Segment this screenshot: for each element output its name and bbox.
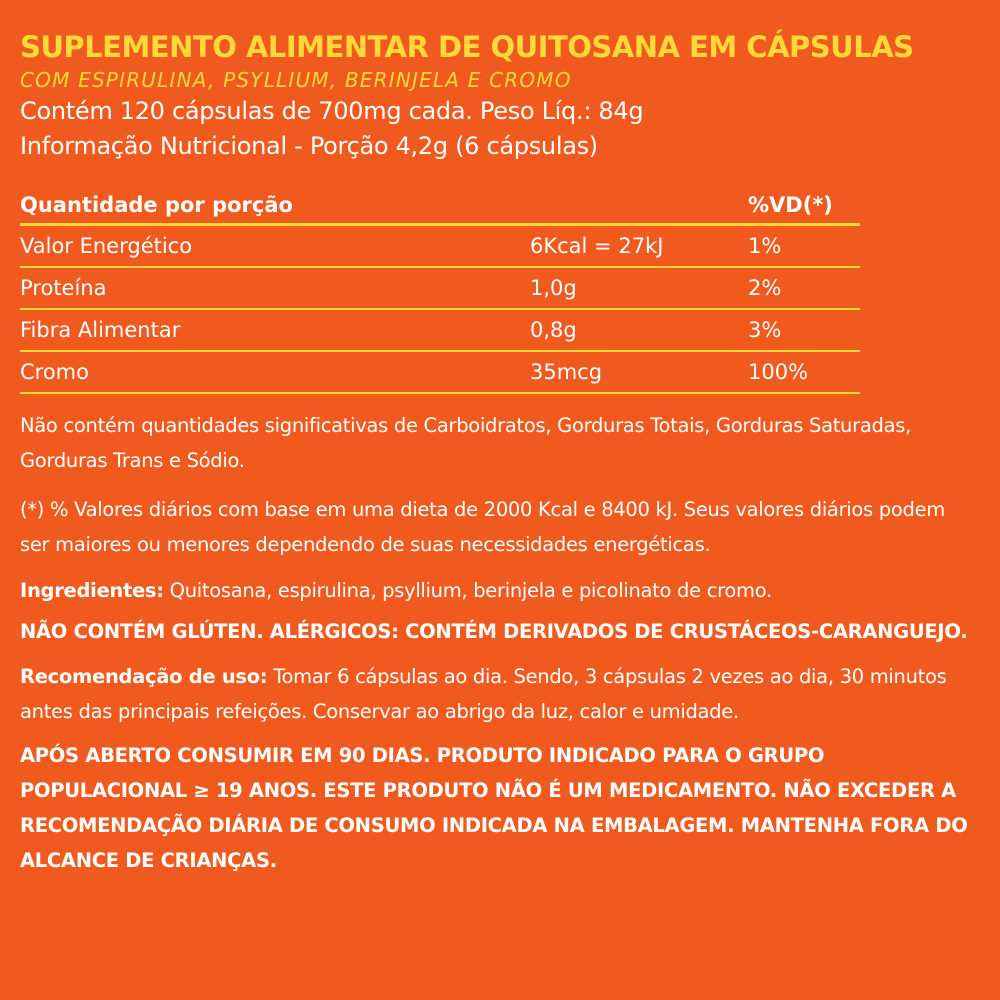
row-amount: 35mcg [530,360,603,384]
contents-line: Contém 120 cápsulas de 700mg cada. Peso Líq.: 84g [20,97,644,125]
no-significant-note: Não contém quantidades significativas de Carboidratos, Gorduras Totais, Gorduras Saturadas, Gorduras Trans e Sódio. [20,414,911,472]
row-amount: 0,8g [530,318,577,342]
product-title: SUPLEMENTO ALIMENTAR DE QUITOSANA EM CÁPSULAS [20,30,914,64]
ingredients-text: Quitosana, espirulina, psyllium, berinjela e picolinato de cromo. [169,579,772,602]
nutrition-table [20,186,860,394]
row-vd: 1% [748,234,782,258]
general-warning: APÓS ABERTO CONSUMIR EM 90 DIAS. PRODUTO INDICADO PARA O GRUPO POPULACIONAL ≥ 19 ANOS. ESTE PRODUTO NÃO É UM MEDICAMENTO. NÃO EXCEDER A RECOMENDAÇÃO DIÁRIA DE CONSUMO INDICADA NA EMBALAGEM. MANTENHA FORA DO ALCANCE DE CRIANÇAS. [20,744,968,872]
allergens-warning: NÃO CONTÉM GLÚTEN. ALÉRGICOS: CONTÉM DERIVADOS DE CRUSTÁCEOS-CARANGUEJO. [20,620,968,643]
product-subtitle: COM ESPIRULINA, PSYLLIUM, BERINJELA E CROMO [20,68,572,92]
row-vd: 2% [748,276,782,300]
header-quantity: Quantidade por porção [20,192,293,217]
table-header-row [20,186,860,226]
row-name: Valor Energético [20,234,193,258]
header-vd: %VD(*) [748,192,833,217]
table-row [20,226,860,268]
nutrition-info-heading: Informação Nutricional - Porção 4,2g (6 cápsulas) [20,132,598,160]
row-name: Cromo [20,360,89,384]
table-row [20,268,860,310]
row-amount: 1,0g [530,276,577,300]
usage-text: Tomar 6 cápsulas ao dia. Sendo, 3 cápsulas 2 vezes ao dia, 30 minutos antes das principais refeições. Conservar ao abrigo da luz, calor e umidade. [20,665,947,723]
ingredients-line [20,573,980,608]
table-row [20,352,860,394]
row-vd: 100% [748,360,809,384]
row-name: Fibra Alimentar [20,318,181,342]
table-row [20,310,860,352]
row-name: Proteína [20,276,107,300]
daily-values-note: (*) % Valores diários com base em uma dieta de 2000 Kcal e 8400 kJ. Seus valores diários podem ser maiores ou menores dependendo de suas necessidades energéticas. [20,498,945,556]
row-amount: 6Kcal = 27kJ [530,234,664,258]
usage-line [20,659,980,729]
row-vd: 3% [748,318,782,342]
ingredients-label: Ingredientes: [20,579,164,602]
usage-label: Recomendação de uso: [20,665,268,688]
